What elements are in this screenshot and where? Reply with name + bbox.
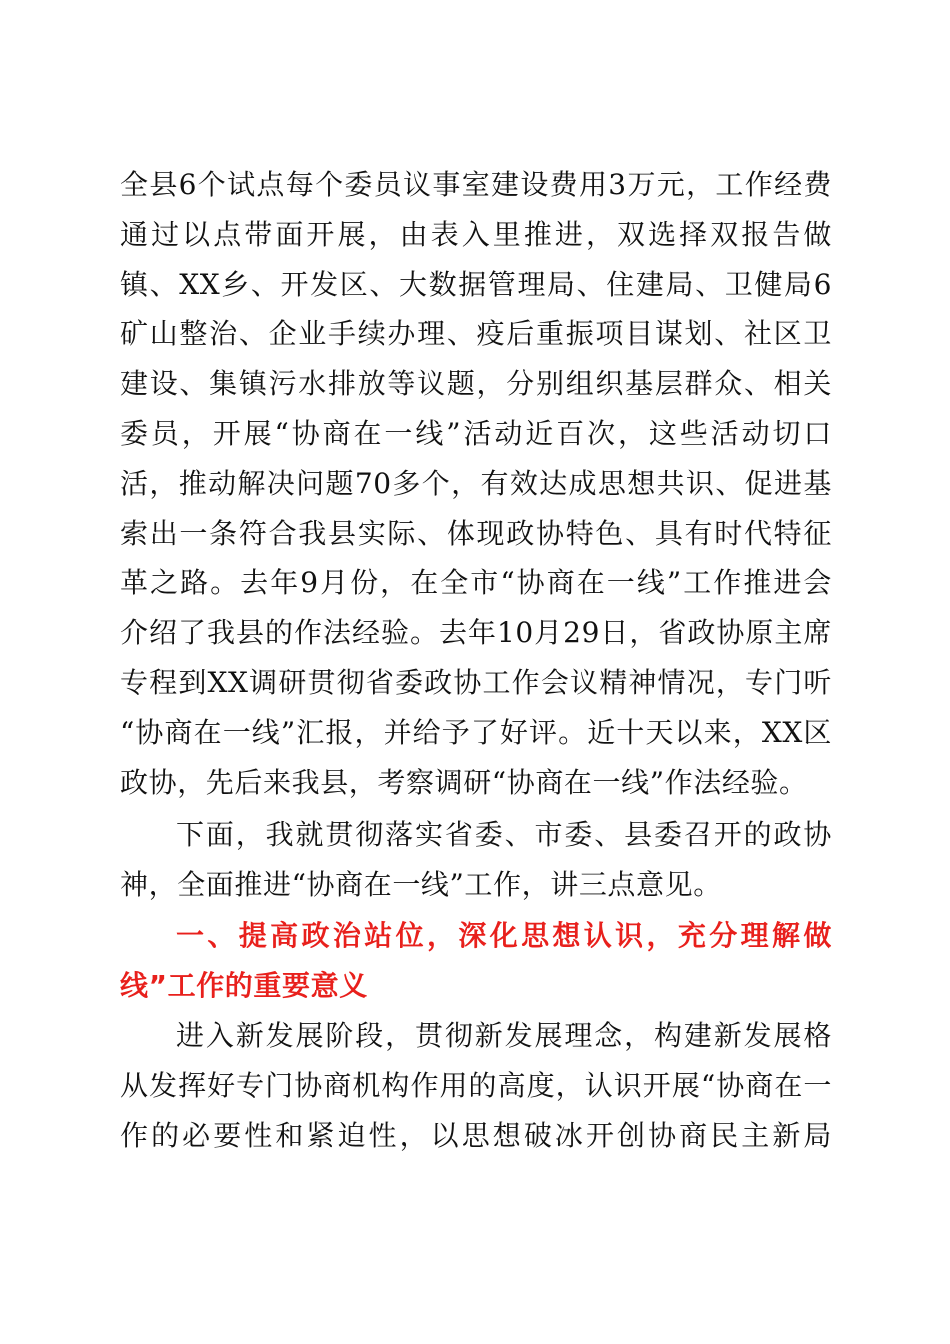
paragraph-1-line: 通过以点带面开展，由表入里推进，双选择双报告做	[120, 217, 832, 251]
paragraph-1-line: 革之路。去年9月份，在全市“协商在一线”工作推进会	[120, 566, 832, 600]
paragraph-1-line: 介绍了我县的作法经验。去年10月29日，省政协原主席	[120, 616, 832, 650]
paragraph-1-line: 建设、集镇污水排放等议题，分别组织基层群众、相关	[120, 367, 832, 401]
paragraph-1-line: 活，推动解决问题70多个，有效达成思想共识、促进基	[120, 466, 832, 500]
section-heading	[120, 911, 832, 1011]
paragraph-3-line: 进入新发展阶段，贯彻新发展理念，构建新发展格	[176, 1019, 832, 1052]
paragraph-1-line: 政协，先后来我县，考察调研“协商在一线”作法经验。	[120, 765, 808, 799]
section-heading-line: 线”工作的重要意义	[120, 968, 368, 1002]
section-heading-line: 一、提高政治站位，深化思想认识，充分理解做	[176, 919, 832, 952]
paragraph-1-line: 全县6个试点每个委员议事室建设费用3万元，工作经费	[120, 168, 832, 201]
paragraph-2	[120, 810, 832, 910]
paragraph-1-line: 索出一条符合我县实际、体现政协特色、具有时代特征	[120, 516, 832, 550]
paragraph-1-line: “协商在一线”汇报，并给予了好评。近十天以来，XX区	[120, 715, 832, 749]
paragraph-3-line: 作的必要性和紧迫性，以思想破冰开创协商民主新局	[120, 1118, 832, 1152]
paragraph-2-line: 神，全面推进“协商在一线”工作，讲三点意见。	[120, 867, 722, 901]
paragraph-1-line: 矿山整治、企业手续办理、疫后重振项目谋划、社区卫	[120, 317, 832, 351]
paragraph-3-line: 从发挥好专门协商机构作用的高度，认识开展“协商在一	[120, 1068, 832, 1102]
paragraph-1	[120, 160, 832, 807]
paragraph-1-line: 专程到XX调研贯彻省委政协工作会议精神情况，专门听	[120, 665, 832, 699]
paragraph-2-line: 下面，我就贯彻落实省委、市委、县委召开的政协	[176, 818, 832, 851]
paragraph-3	[120, 1011, 832, 1160]
paragraph-1-line: 镇、XX乡、开发区、大数据管理局、住建局、卫健局6	[120, 267, 832, 301]
paragraph-1-line: 委员，开展“协商在一线”活动近百次，这些活动切口	[120, 416, 832, 450]
